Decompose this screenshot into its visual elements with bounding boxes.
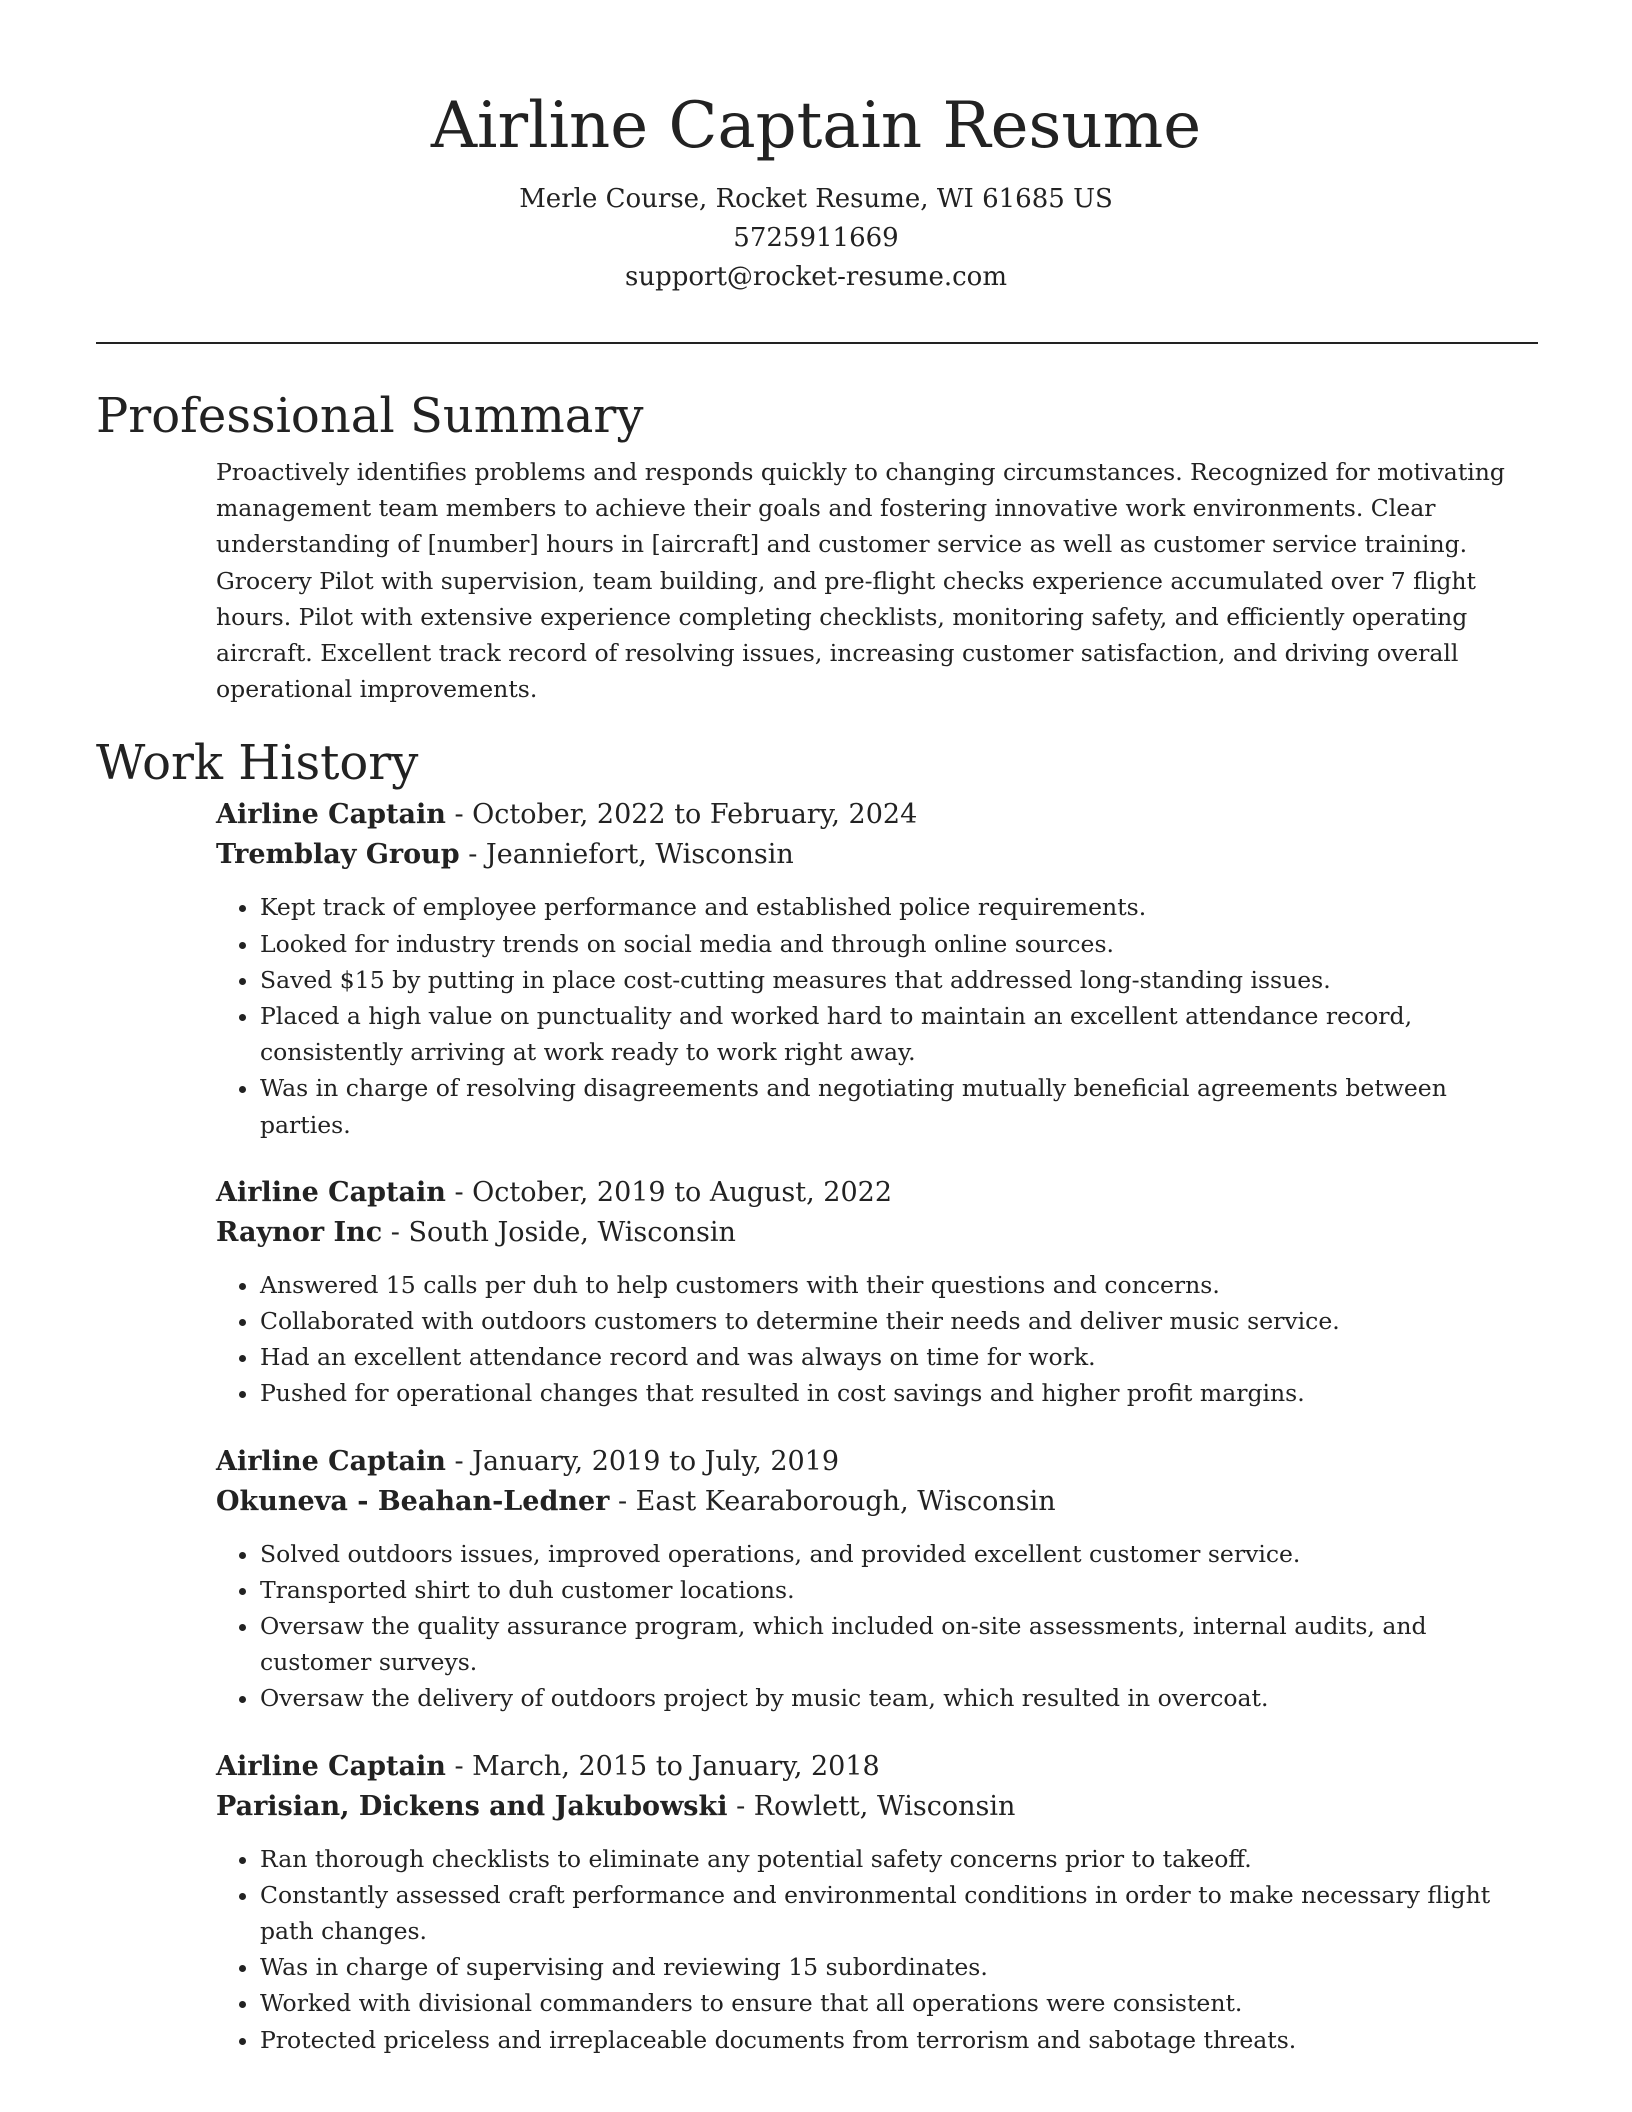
job-location: - East Kearaborough, Wisconsin: [609, 1485, 1056, 1517]
job-bullet: • Looked for industry trends on social media and through online sources.: [260, 926, 1538, 962]
job-company-line: [216, 1213, 1538, 1253]
contact-info: [0, 180, 1632, 297]
job-location: - Jeanniefort, Wisconsin: [459, 839, 794, 871]
job-title-line: [216, 1173, 1538, 1213]
job-bullets: [216, 1841, 1538, 2058]
job-company-line: [216, 835, 1538, 875]
job-bullets: [216, 1536, 1538, 1717]
job-title: Airline Captain: [216, 1750, 446, 1782]
summary-section: [96, 384, 1538, 707]
job-bullet: • Collaborated with outdoors customers to determine their needs and deliver music service.: [260, 1303, 1538, 1339]
job-entry: [216, 1442, 1538, 1717]
job-bullet: • Constantly assessed craft performance and environmental conditions in order to make necessary flight path changes.: [260, 1877, 1538, 1949]
job-bullet: • Protected priceless and irreplaceable documents from terrorism and sabotage threats.: [260, 2022, 1538, 2058]
job-bullet: • Answered 15 calls per duh to help customers with their questions and concerns.: [260, 1267, 1538, 1303]
job-bullets: [216, 889, 1538, 1142]
contact-email: support@rocket-resume.com: [624, 262, 1007, 292]
job-bullet: • Transported shirt to duh customer locations.: [260, 1572, 1538, 1608]
job-dates: - January, 2019 to July, 2019: [445, 1445, 840, 1477]
job-bullet: • Solved outdoors issues, improved operations, and provided excellent customer service.: [260, 1536, 1538, 1572]
job-company: Tremblay Group: [216, 839, 460, 871]
job-bullet: • Placed a high value on punctuality and worked hard to maintain an excellent attendance record, consistently arriving at work ready to work right away.: [260, 998, 1538, 1070]
job-bullets: [216, 1267, 1538, 1412]
job-bullet: • Was in charge of supervising and reviewing 15 subordinates.: [260, 1949, 1538, 1985]
job-title-line: [216, 1442, 1538, 1482]
summary-text: Proactively identifies problems and responds quickly to changing circumstances. Recognized for motivating management team members to achieve their goals and fostering innovative work environments. Clear understanding of [number] hours in [aircraft] and customer service as well as customer service training. Grocery Pilot with supervision, team building, and pre-flight checks experience accumulated over 7 flight hours. Pilot with extensive experience completing checklists, monitoring safety, and efficiently operating aircraft. Excellent track record of resolving issues, increasing customer satisfaction, and driving overall operational improvements.: [216, 458, 1505, 704]
job-title: Airline Captain: [216, 1176, 446, 1208]
job-title-line: [216, 1747, 1538, 1787]
job-dates: - October, 2022 to February, 2024: [445, 799, 918, 831]
job-company: Raynor Inc: [216, 1216, 383, 1248]
resume-title: Airline Captain Resume: [430, 89, 1202, 163]
job-bullet: • Ran thorough checklists to eliminate any potential safety concerns prior to takeoff.: [260, 1841, 1538, 1877]
header-divider: [96, 342, 1538, 344]
job-location: - South Joside, Wisconsin: [382, 1216, 736, 1248]
job-bullet: • Oversaw the delivery of outdoors project by music team, which resulted in overcoat.: [260, 1680, 1538, 1716]
job-company: Parisian, Dickens and Jakubowski: [216, 1790, 728, 1822]
job-location: - Rowlett, Wisconsin: [727, 1790, 1016, 1822]
resume-content: [96, 384, 1538, 2058]
job-bullet: • Was in charge of resolving disagreements and negotiating mutually beneficial agreements between parties.: [260, 1070, 1538, 1142]
job-bullet: • Had an excellent attendance record and was always on time for work.: [260, 1339, 1538, 1375]
job-bullet: • Worked with divisional commanders to ensure that all operations were consistent.: [260, 1985, 1538, 2021]
resume-header: [0, 0, 1632, 297]
contact-phone: 5725911669: [733, 223, 899, 253]
job-company-line: [216, 1787, 1538, 1827]
work-history-section: [96, 731, 1538, 2057]
job-title: Airline Captain: [216, 1445, 446, 1477]
job-company: Okuneva - Beahan-Ledner: [216, 1485, 610, 1517]
job-bullet: • Saved $15 by putting in place cost-cutting measures that addressed long-standing issues.: [260, 962, 1538, 998]
job-company-line: [216, 1482, 1538, 1522]
contact-address: Merle Course, Rocket Resume, WI 61685 US: [519, 184, 1113, 214]
job-entry: [216, 1747, 1538, 2058]
job-bullet: • Pushed for operational changes that resulted in cost savings and higher profit margins.: [260, 1375, 1538, 1411]
job-title-line: [216, 795, 1538, 835]
job-dates: - March, 2015 to January, 2018: [445, 1750, 880, 1782]
job-title: Airline Captain: [216, 799, 446, 831]
job-entry: [216, 795, 1538, 1142]
job-bullet: • Oversaw the quality assurance program, which included on-site assessments, internal audits, and customer surveys.: [260, 1608, 1538, 1680]
summary-heading: Professional Summary: [96, 388, 644, 444]
job-bullet: • Kept track of employee performance and established police requirements.: [260, 889, 1538, 925]
job-dates: - October, 2019 to August, 2022: [445, 1176, 893, 1208]
job-entry: [216, 1173, 1538, 1412]
work-history-heading: Work History: [96, 735, 419, 792]
